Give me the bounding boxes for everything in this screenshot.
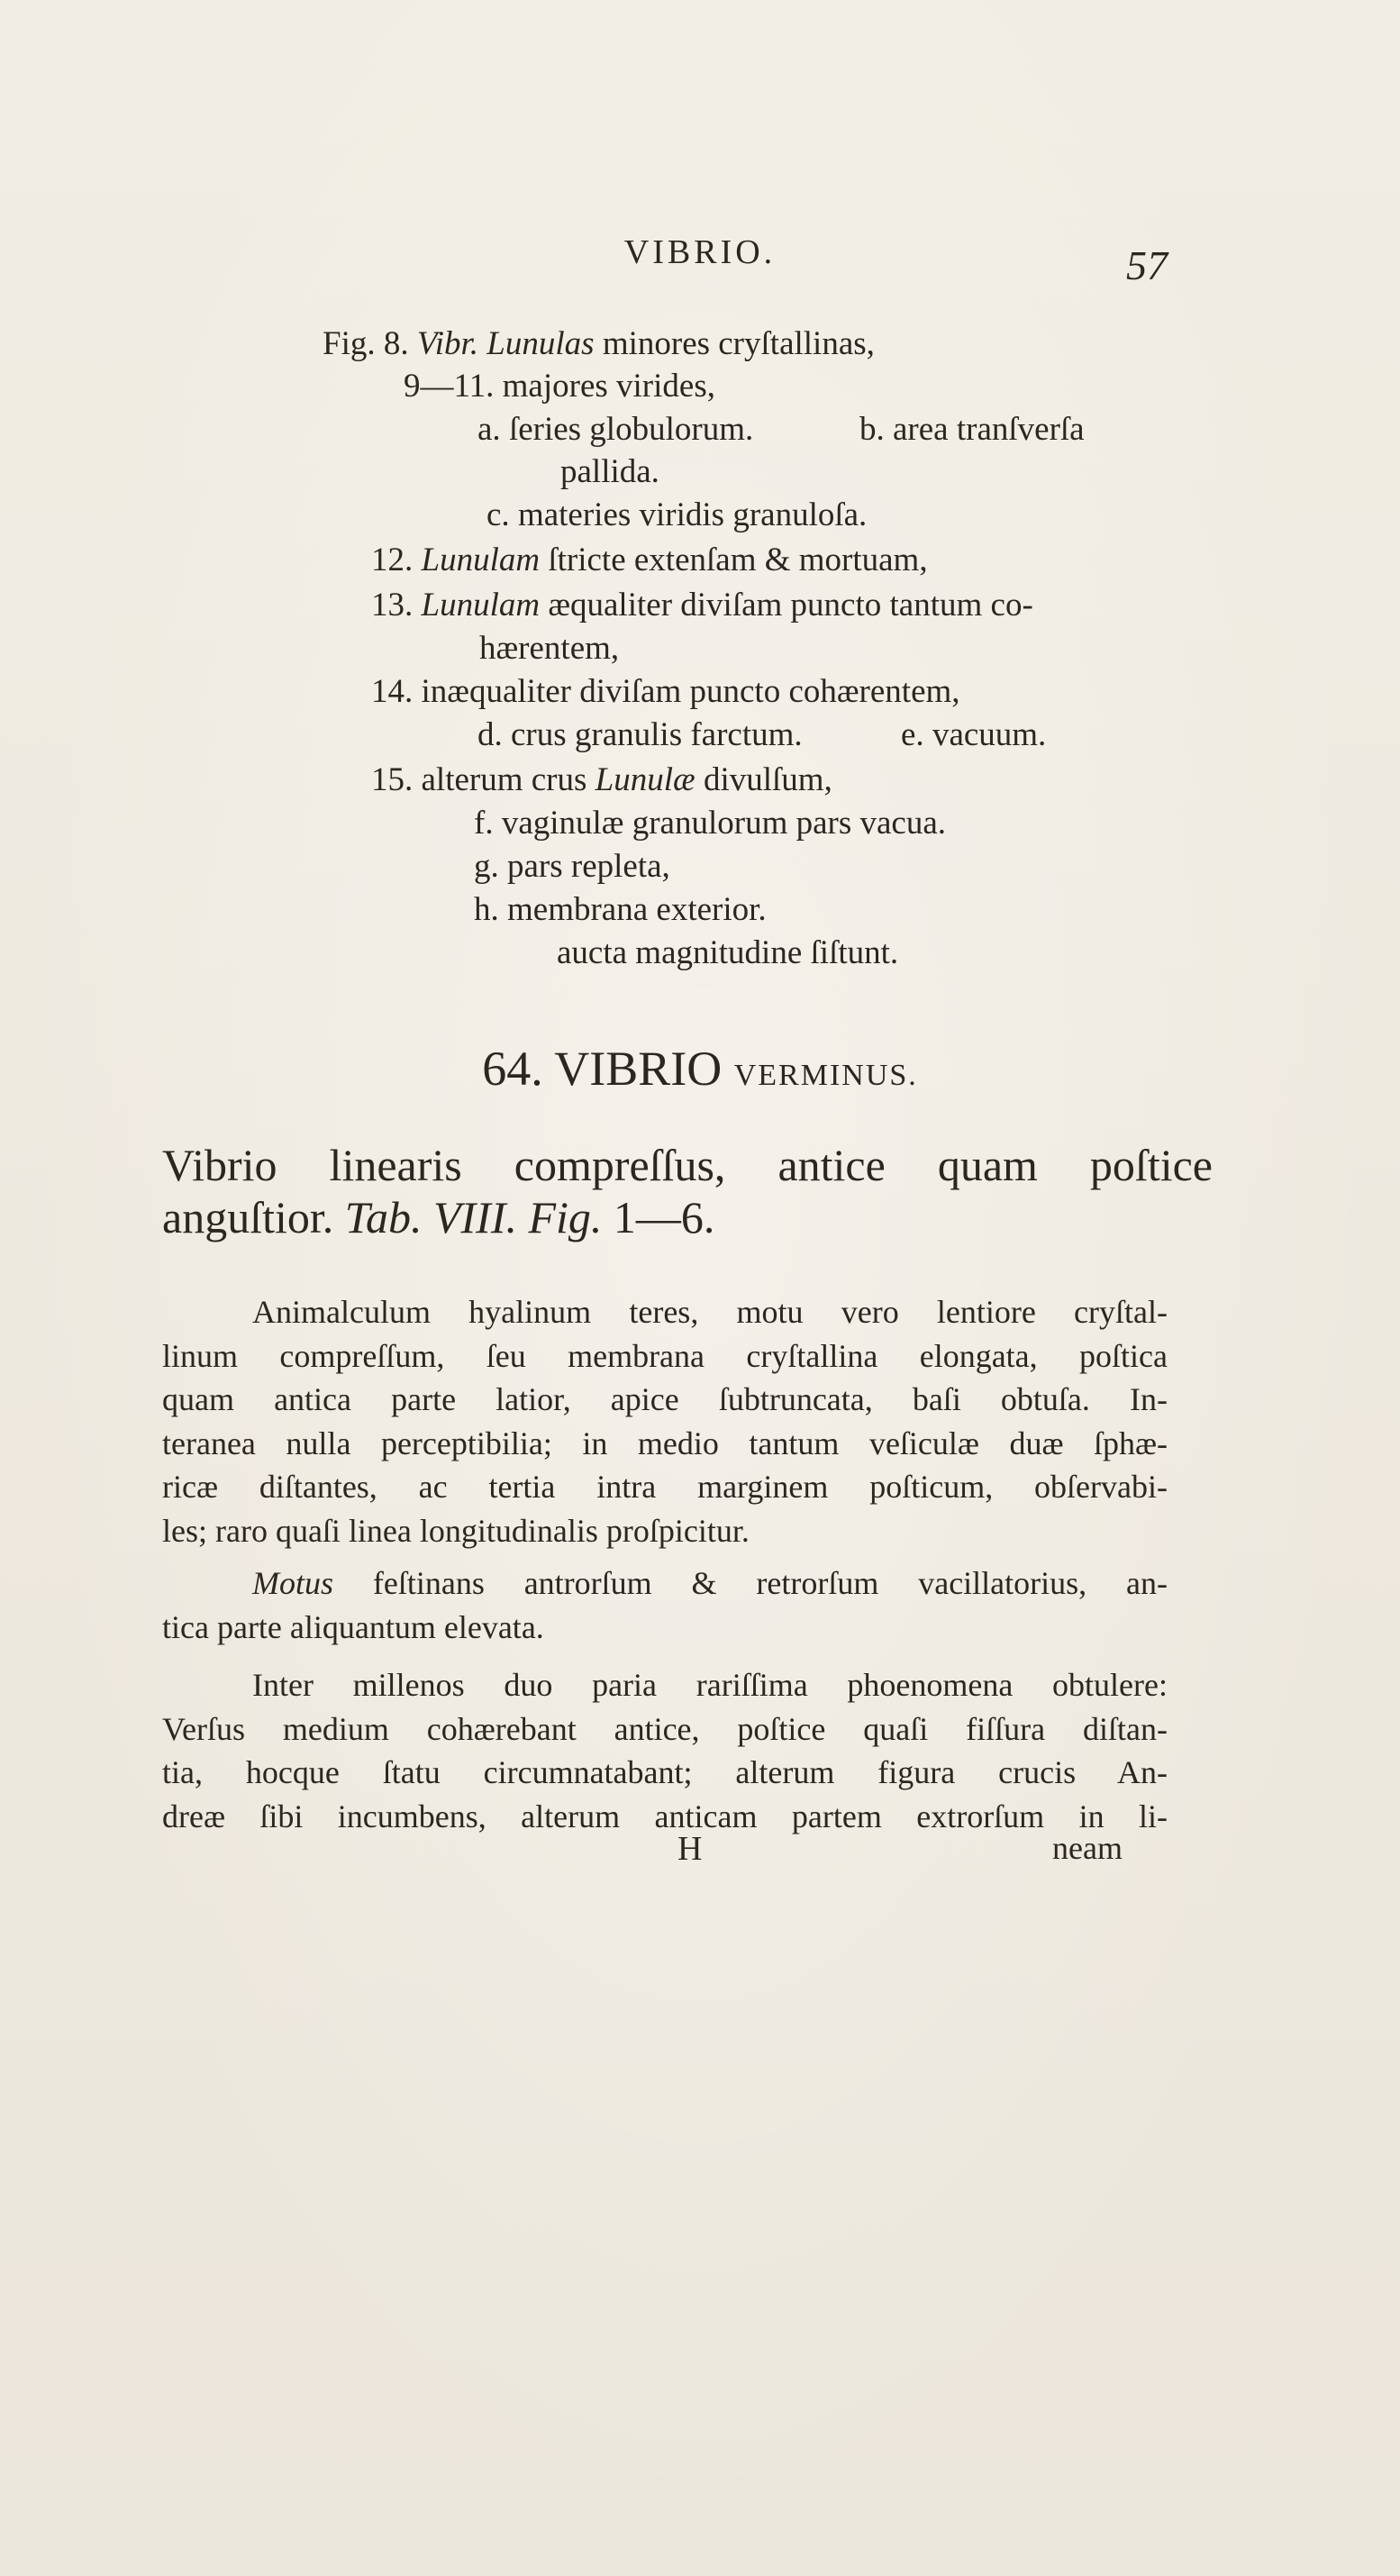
fig-text: minores cryſtallinas, <box>602 325 875 362</box>
fig-label: g. <box>474 848 499 885</box>
fig-line <box>371 539 928 582</box>
diagnosis <box>162 1139 1213 1243</box>
fig-text: membrana exterior. <box>507 891 767 928</box>
fig-text: æqualiter diviſam puncto tantum co- <box>548 587 1033 624</box>
fig-label: d. <box>477 716 503 753</box>
fig-line <box>486 494 867 537</box>
diagnosis-text: anguſtior. <box>162 1192 334 1242</box>
fig-text: ſeries globulorum. <box>508 411 754 448</box>
fig-line <box>477 714 803 757</box>
fig-label: e. <box>901 716 924 753</box>
text-line: Animalculum hyalinum teres, motu vero lentiore cryſtal- <box>252 1294 1168 1330</box>
fig-text: majores virides, <box>502 368 715 405</box>
text-line: teranea nulla perceptibilia; in medio tantum veſiculæ duæ ſphæ- <box>162 1425 1168 1461</box>
text-line: tica parte aliquantum elevata. <box>162 1608 544 1645</box>
fig-line <box>371 759 832 802</box>
motion-paragraph <box>162 1561 1168 1649</box>
species-number: 64. <box>482 1042 543 1096</box>
fig-text: inæqualiter diviſam puncto cohærentem, <box>421 673 960 710</box>
fig-line <box>474 845 670 888</box>
fig-text: materies viridis granuloſa. <box>517 496 868 533</box>
fig-text: vaginulæ granulorum pars vacua. <box>501 805 947 842</box>
fig-line-second <box>859 408 1085 451</box>
text-line: les; raro quaſi linea longitudinalis proſpicitur. <box>162 1512 750 1549</box>
fig-label: 15. <box>371 761 414 798</box>
figure-range: 1—6. <box>613 1192 715 1242</box>
fig-line <box>404 365 715 408</box>
species-heading <box>0 1041 1400 1097</box>
fig-line <box>560 451 659 494</box>
text-line: Verſus medium cohærebant antice, poſtice quaſi fiſſura diſtan- <box>162 1710 1168 1747</box>
description-paragraph <box>162 1290 1168 1552</box>
text-line: Inter millenos duo paria rariſſima phoenomena obtulere: <box>252 1667 1168 1703</box>
fig-text: pallida. <box>560 453 659 490</box>
fig-text: hærentem, <box>479 630 620 667</box>
fig-label: 13. <box>371 587 414 624</box>
fig-label: 14. <box>371 673 414 710</box>
signature-mark: H <box>677 1830 703 1868</box>
page-number: 57 <box>1126 242 1168 288</box>
fig-label: Fig. 8. <box>323 325 409 362</box>
fig-text: alterum crus <box>421 761 587 798</box>
running-head: VIBRIO. <box>623 233 777 271</box>
fig-text: area tranſverſa <box>893 411 1085 448</box>
fig-label: c. <box>486 496 510 533</box>
fig-line <box>474 888 767 932</box>
fig-line <box>474 802 946 845</box>
diagnosis-line <box>162 1191 1213 1243</box>
fig-species: Lunulam <box>421 587 541 624</box>
catchword: neam <box>1052 1830 1123 1866</box>
fig-line <box>477 408 753 451</box>
fig-text: crus granulis farctum. <box>511 716 803 753</box>
fig-species: Lunulas <box>486 325 595 362</box>
fig-species: Lunulæ <box>595 761 695 798</box>
fig-genus: Vibr. <box>416 325 479 362</box>
text-line: dreæ ſibi incumbens, alterum anticam partem extrorſum in li- <box>162 1798 1168 1834</box>
text-line: linum compreſſum, ſeu membrana cryſtallina elongata, poſtica <box>162 1337 1168 1374</box>
fig-label: 9—11. <box>404 368 495 405</box>
fig-line <box>323 323 875 366</box>
fig-text: pars repleta, <box>507 848 670 885</box>
species-epithet: VERMINUS. <box>733 1059 918 1092</box>
text-line: tia, hocque ſtatu circumnatabant; alterum figura crucis An- <box>162 1754 1168 1790</box>
fig-label: b. <box>859 411 885 448</box>
fig-label: 12. <box>371 542 414 578</box>
fig-species: Lunulam <box>421 542 541 578</box>
species-genus: VIBRIO <box>554 1042 723 1096</box>
fig-label: h. <box>474 891 499 928</box>
fig-label: f. <box>474 805 494 842</box>
fig-text: vacuum. <box>932 716 1047 753</box>
fig-text: ſtricte extenſam & mortuam, <box>548 542 928 578</box>
fig-line <box>557 932 898 975</box>
text-line <box>162 1561 1168 1606</box>
fig-text: aucta magnitudine ſiſtunt. <box>557 934 899 971</box>
lead-word: Motus <box>252 1565 333 1601</box>
diagnosis-line: Vibrio linearis compreſſus, antice quam poſtice <box>162 1140 1213 1190</box>
fig-label: a. <box>477 411 501 448</box>
text-line: ricæ diſtantes, ac tertia intra marginem poſticum, obſervabi- <box>162 1469 1168 1505</box>
fig-line <box>371 670 960 714</box>
fig-line <box>371 584 1033 627</box>
plate-reference: Tab. VIII. Fig. <box>344 1192 603 1242</box>
fig-text: divulſum, <box>703 761 832 798</box>
text-fragment: feſtinans antrorſum & retrorſum vacillatorius, an- <box>372 1565 1168 1601</box>
observation-paragraph <box>162 1663 1168 1838</box>
text-line: quam antica parte latior, apice ſubtruncata, baſi obtuſa. In- <box>162 1381 1168 1417</box>
fig-line <box>479 627 619 670</box>
fig-line-second <box>901 714 1046 757</box>
